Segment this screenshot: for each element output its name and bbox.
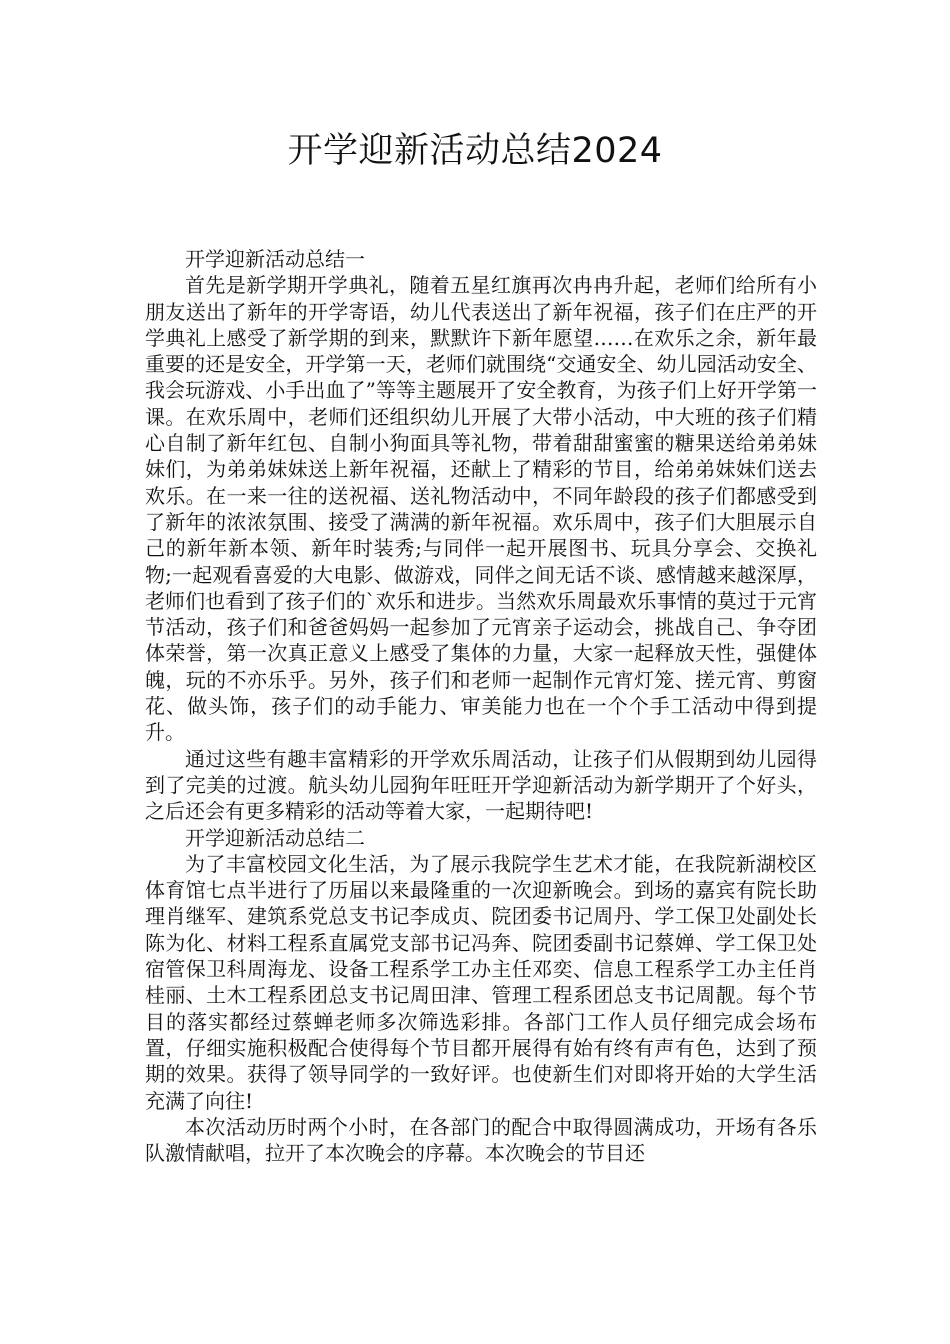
document-body <box>145 246 817 1166</box>
body-paragraph: 本次活动历时两个小时，在各部门的配合中取得圆满成功，开场有各乐队激情献唱，拉开了本次晚会的序幕。本次晚会的节目还 <box>145 1114 817 1166</box>
section-heading-2: 开学迎新活动总结二 <box>185 825 365 850</box>
section-heading-1: 开学迎新活动总结一 <box>185 247 365 271</box>
body-paragraph: 首先是新学期开学典礼，随着五星红旗再次冉冉升起，老师们给所有小朋友送出了新年的开学寄语，幼儿代表送出了新年祝福，孩子们在庄严的开学典礼上感受了新学期的到来，默默许下新年愿望……在欢乐之余，新年最重要的还是安全，开学第一天，老师们就围绕“交通安全、幼儿园活动安全、我会玩游戏、小手出血了”等等主题展开了安全教育，为孩子们上好开学第一课。在欢乐周中，老师们还组织幼儿开展了大带小活动，中大班的孩子们精心自制了新年红包、自制小狗面具等礼物，带着甜甜蜜蜜的糖果送给弟弟妹妹们，为弟弟妹妹送上新年祝福，还献上了精彩的节目，给弟弟妹妹们送去欢乐。在一来一往的送祝福、送礼物活动中，不同年龄段的孩子们都感受到了新年的浓浓氛围、接受了满满的新年祝福。欢乐周中，孩子们大胆展示自己的新年新本领、新年时装秀;与同伴一起开展图书、玩具分享会、交换礼物;一起观看喜爱的大电影、做游戏，同伴之间无话不谈、感情越来越深厚，老师们也看到了孩子们的`欢乐和进步。当然欢乐周最欢乐事情的莫过于元宵节活动，孩子们和爸爸妈妈一起参加了元宵亲子运动会，挑战自己、争夺团体荣誉，第一次真正意义上感受了集体的力量，大家一起释放天性，强健体魄，玩的不亦乐乎。另外，孩子们和老师一起制作元宵灯笼、搓元宵、剪窗花、做头饰，孩子们的动手能力、审美能力也在一个个手工活动中得到提升。 <box>145 273 817 745</box>
document-title: 开学迎新活动总结2024 <box>287 131 663 171</box>
body-paragraph: 通过这些有趣丰富精彩的开学欢乐周活动，让孩子们从假期到幼儿园得到了完美的过渡。航头幼儿园狗年旺旺开学迎新活动为新学期开了个好头，之后还会有更多精彩的活动等着大家，一起期待吧! <box>145 746 817 824</box>
body-paragraph: 为了丰富校园文化生活，为了展示我院学生艺术才能，在我院新湖校区体育馆七点半进行了历届以来最隆重的一次迎新晚会。到场的嘉宾有院长助理肖继军、建筑系党总支书记李成贞、院团委书记周丹、学工保卫处副处长陈为化、材料工程系直属党支部书记冯奔、院团委副书记蔡婵、学工保卫处宿管保卫科周海龙、设备工程系学工办主任邓奕、信息工程系学工办主任肖桂丽、土木工程系团总支书记周田津、管理工程系团总支书记周靓。每个节目的落实都经过蔡蝉老师多次筛选彩排。各部门工作人员仔细完成会场布置，仔细实施积极配合使得每个节目都开展得有始有终有声有色，达到了预期的效果。获得了领导同学的一致好评。也使新生们对即将开始的大学生活充满了向往! <box>145 851 817 1113</box>
